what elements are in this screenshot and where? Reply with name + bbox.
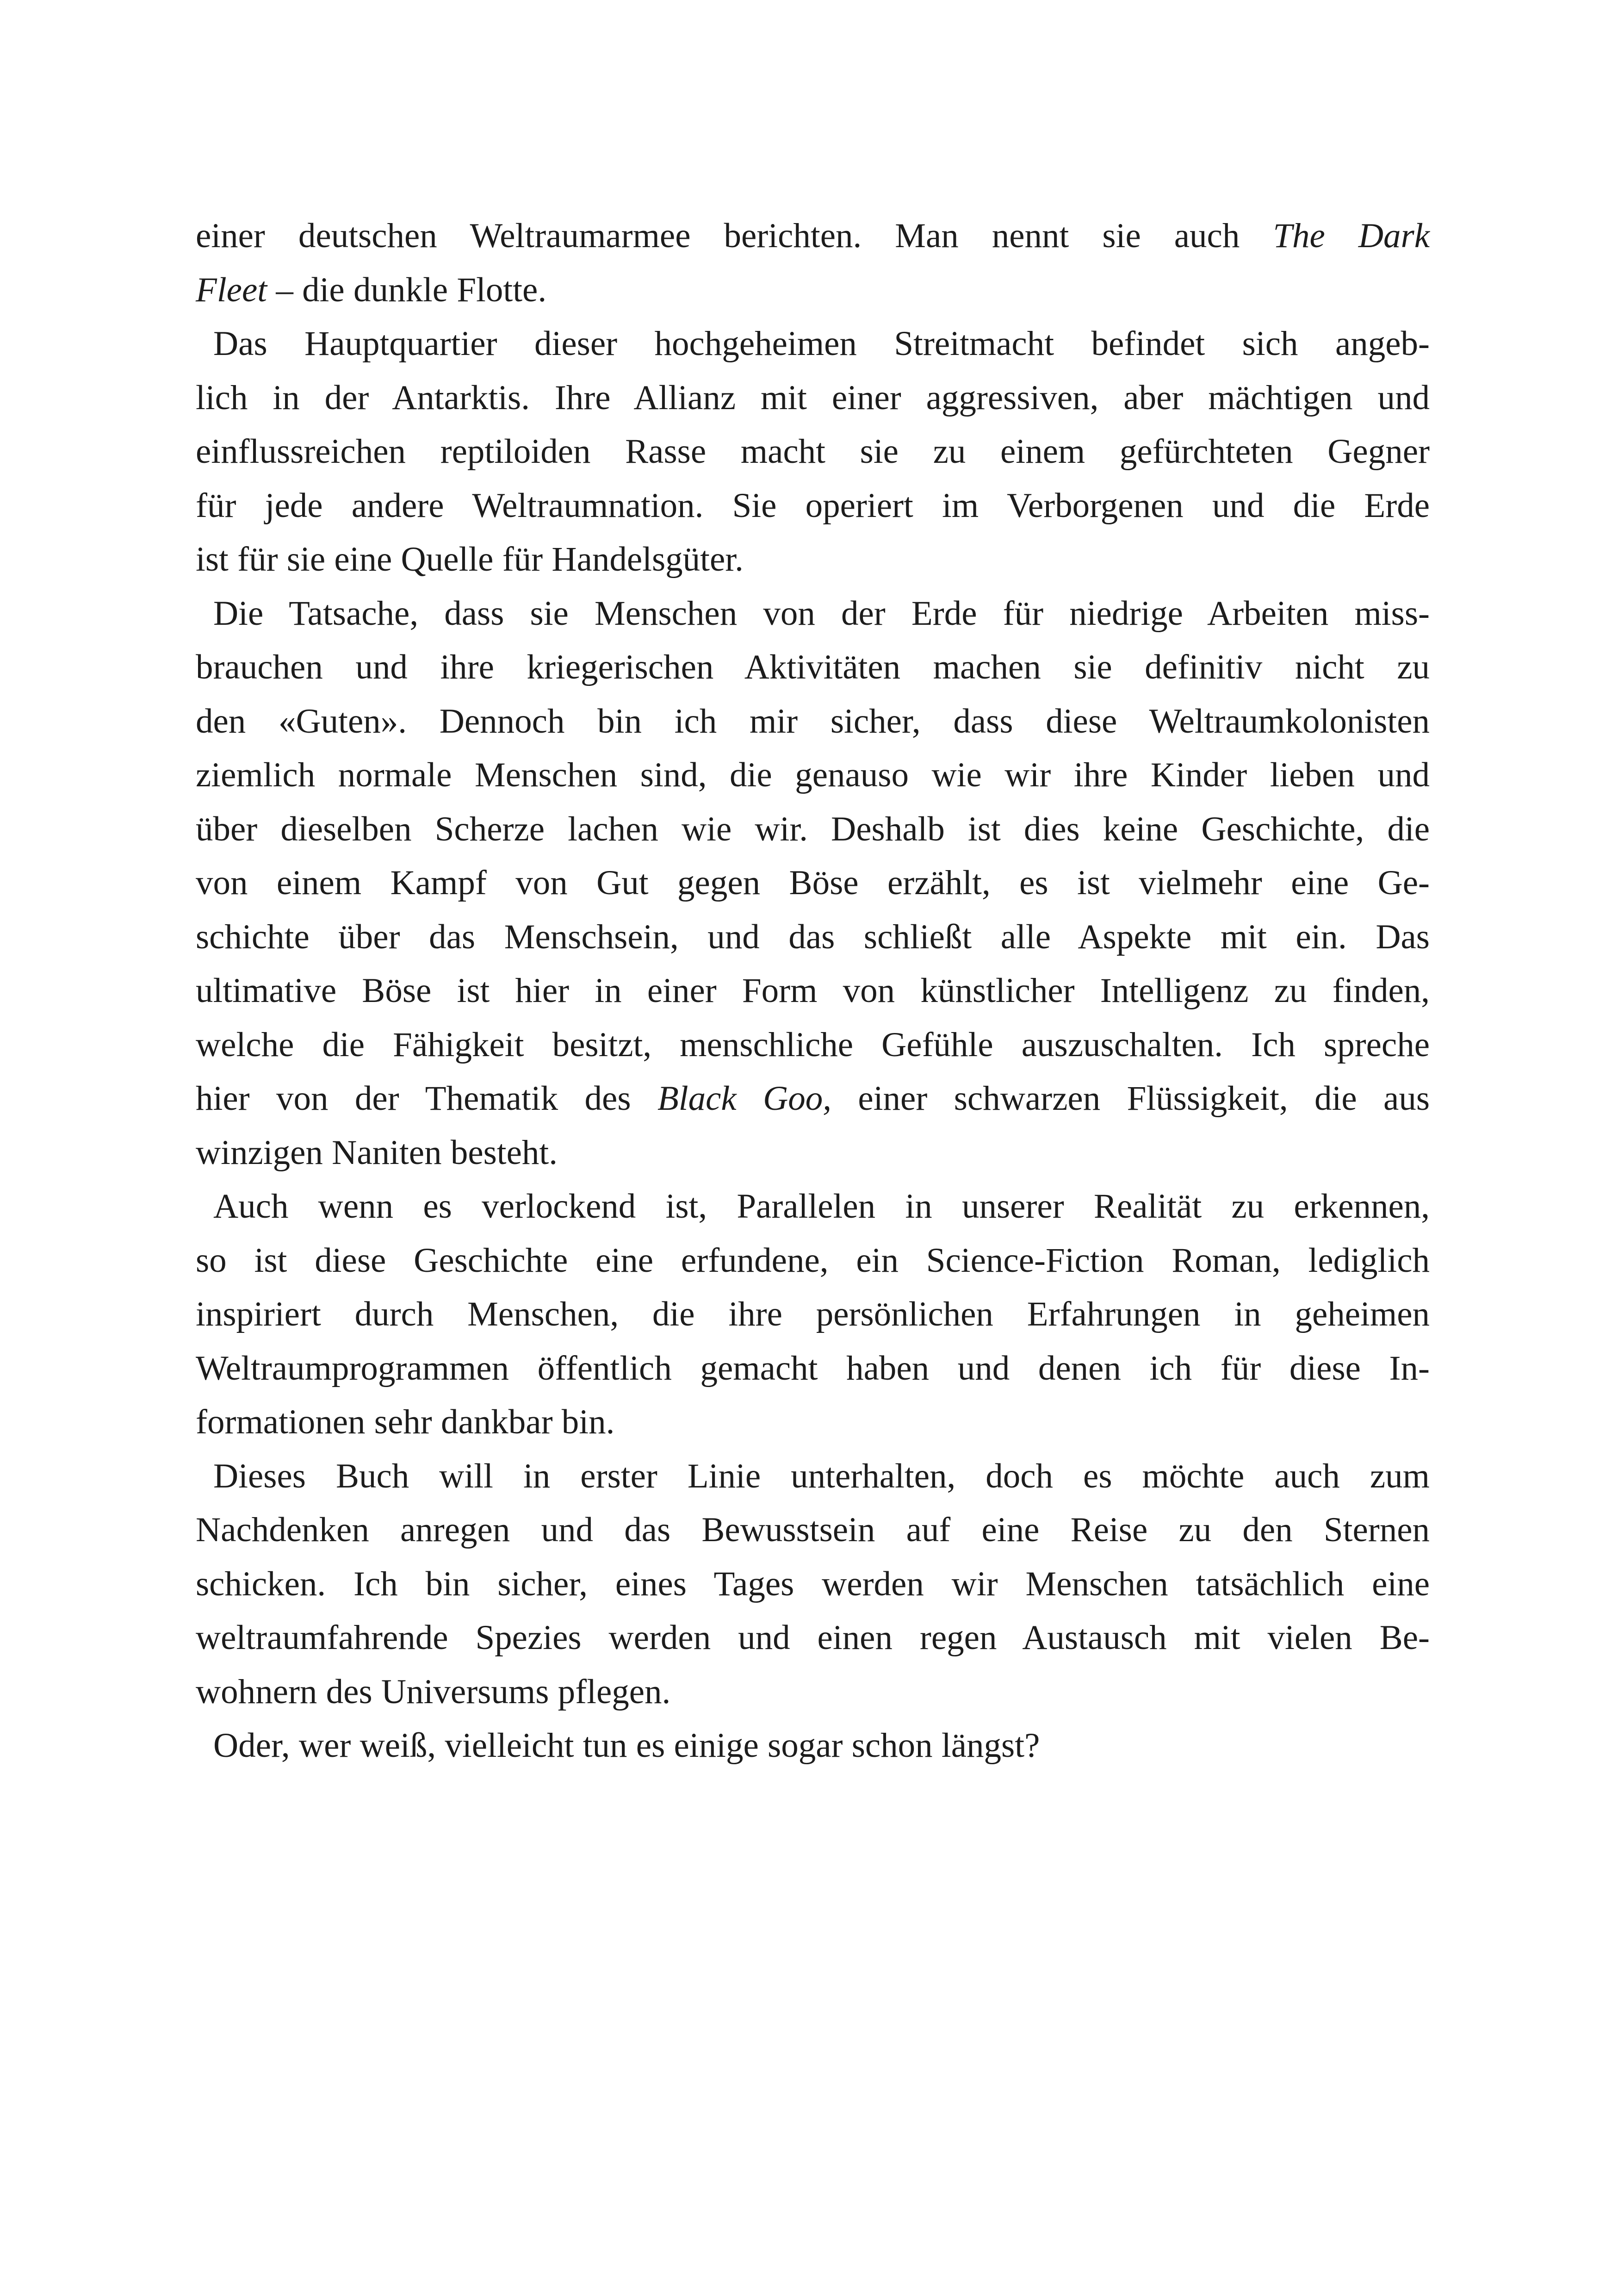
text-line [196, 479, 1430, 533]
text-run: schichte über das Menschsein, und das schließt alle Aspekte mit ein. Das [196, 917, 1430, 956]
text-line [196, 910, 1430, 964]
text-line [196, 695, 1430, 749]
italic-text: Fleet [196, 270, 267, 309]
text-run: formationen sehr dankbar bin. [196, 1403, 615, 1441]
text-run: lich in der Antarktis. Ihre Allianz mit einer aggressiven, aber mächtigen und [196, 378, 1430, 417]
text-line [196, 263, 1430, 317]
text-run: einer schwarzen Flüssigkeit, die aus [831, 1079, 1430, 1118]
text-line [196, 1072, 1430, 1126]
text-line [196, 425, 1430, 479]
italic-text: The Dark [1273, 217, 1430, 255]
text-line [196, 317, 1430, 371]
paragraph [196, 1719, 1430, 1773]
text-run: Weltraumprogrammen öffentlich gemacht haben und denen ich für diese In- [196, 1349, 1430, 1388]
text-line [196, 1719, 1430, 1773]
text-run: brauchen und ihre kriegerischen Aktivitäten machen sie definitiv nicht zu [196, 648, 1430, 686]
text-line [196, 803, 1430, 857]
paragraph [196, 317, 1430, 587]
text-run: den «Guten». Dennoch bin ich mir sicher, dass diese Weltraumkolonisten [196, 702, 1430, 740]
text-run: einflussreichen reptiloiden Rasse macht sie zu einem gefürchteten Gegner [196, 432, 1430, 471]
text-line [196, 1665, 1430, 1719]
text-line [196, 1288, 1430, 1342]
text-run: so ist diese Geschichte eine erfundene, ein Science-Fiction Roman, lediglich [196, 1241, 1430, 1280]
text-line [196, 587, 1430, 641]
text-line [196, 1450, 1430, 1504]
text-line [196, 1503, 1430, 1557]
text-run: schicken. Ich bin sicher, eines Tages werden wir Menschen tatsächlich eine [196, 1564, 1430, 1603]
text-run: für jede andere Weltraumnation. Sie operiert im Verborgenen und die Erde [196, 486, 1430, 525]
text-run: Oder, wer weiß, vielleicht tun es einige sogar schon längst? [213, 1726, 1040, 1765]
text-run: wohnern des Universums pflegen. [196, 1672, 671, 1711]
paragraph [196, 1450, 1430, 1719]
text-run: Das Hauptquartier dieser hochgeheimen Streitmacht befindet sich angeb- [213, 324, 1430, 363]
text-line [196, 748, 1430, 803]
text-line [196, 1126, 1430, 1180]
paragraph [196, 587, 1430, 1180]
text-run: ist für sie eine Quelle für Handelsgüter. [196, 540, 744, 579]
text-run: ziemlich normale Menschen sind, die genauso wie wir ihre Kinder lieben und [196, 756, 1430, 794]
body-text [196, 209, 1430, 1773]
text-line [196, 1395, 1430, 1450]
paragraph [196, 1180, 1430, 1450]
text-line [196, 1557, 1430, 1612]
text-line [196, 641, 1430, 695]
text-run: weltraumfahrende Spezies werden und einen regen Austausch mit vielen Be- [196, 1618, 1430, 1657]
text-run: welche die Fähigkeit besitzt, menschliche Gefühle auszuschalten. Ich spreche [196, 1025, 1430, 1064]
text-line [196, 1611, 1430, 1665]
text-line [196, 1018, 1430, 1072]
text-line [196, 964, 1430, 1018]
text-line [196, 1342, 1430, 1396]
text-run: inspiriert durch Menschen, die ihre persönlichen Erfahrungen in geheimen [196, 1295, 1430, 1333]
text-run: winzigen Naniten besteht. [196, 1133, 558, 1172]
text-line [196, 856, 1430, 910]
text-line [196, 209, 1430, 263]
text-line [196, 1234, 1430, 1288]
paragraph [196, 209, 1430, 317]
text-run: ultimative Böse ist hier in einer Form von künstlicher Intelligenz zu finden, [196, 971, 1430, 1010]
text-run: Die Tatsache, dass sie Menschen von der Erde für niedrige Arbeiten miss- [213, 594, 1430, 633]
text-run: einer deutschen Weltraumarmee berichten. Man nennt sie auch [196, 217, 1273, 255]
text-run: – die dunkle Flotte. [267, 270, 547, 309]
text-line [196, 371, 1430, 425]
italic-text: Black Goo, [657, 1079, 832, 1118]
text-run: Nachdenken anregen und das Bewusstsein auf eine Reise zu den Sternen [196, 1511, 1430, 1549]
text-run: Dieses Buch will in erster Linie unterhalten, doch es möchte auch zum [213, 1456, 1430, 1495]
text-run: hier von der Thematik des [196, 1079, 657, 1118]
text-line [196, 533, 1430, 587]
text-run: von einem Kampf von Gut gegen Böse erzählt, es ist vielmehr eine Ge- [196, 864, 1430, 902]
text-run: Auch wenn es verlockend ist, Parallelen in unserer Realität zu erkennen, [213, 1187, 1430, 1226]
text-line [196, 1180, 1430, 1234]
text-run: über dieselben Scherze lachen wie wir. Deshalb ist dies keine Geschichte, die [196, 809, 1430, 848]
